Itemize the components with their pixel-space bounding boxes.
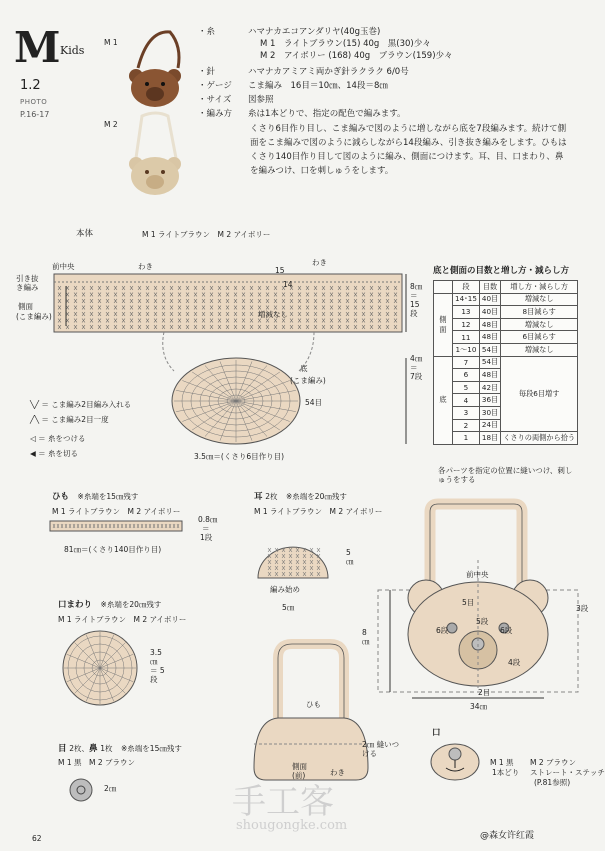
bottom-group: 底 [434,356,453,444]
table-cell: 増減なし [501,343,578,356]
assembly-note: 各パーツを指定の位置に縫いつけ、刺しゅうをする [438,466,573,484]
table-cell: 24目 [479,419,500,432]
strap-title: ひも ※糸端を15㎝残す [52,492,139,502]
mouth-detail-m1: M 1 黒 [490,758,514,767]
side-label: 側面 [18,302,33,311]
spec-hook: ・針 ハマナカアミアミ両かぎ針ラクラク 6/0号 [198,67,409,77]
table-cell: 30目 [479,406,500,419]
table-cell: 48目 [479,331,500,344]
bottom-stitch-count: 54目 [305,398,323,407]
bag-front-label: 側面 (前) [292,762,307,780]
spec-gauge: ・ゲージ こま編み 16目＝10㎝、14段＝8㎝ [198,81,388,91]
ear-height: 5㎝ [346,548,354,566]
inc-symbol-icon: ╲╱ [30,400,40,409]
page-number: 62 [32,834,42,843]
col-stitches: 目数 [479,281,500,294]
legend-inc: ╲╱ ＝ こま編み2目編み入れる [30,400,132,409]
asm-3-rows: 3段 [576,604,589,613]
spec-method: ・編み方 糸は1本どりで、指定の配色で編みます。 [198,109,406,119]
table-cell: 18目 [479,432,500,445]
table-cell: 増減なし [501,293,578,306]
body-title: 本体 [76,229,94,239]
table-cell: くさりの両側から拾う [501,432,578,445]
legend-join: ◁ ＝ 糸をつける [30,434,86,443]
spec-size: ・サイズ 図参照 [198,95,274,105]
body-chart [14,256,434,476]
asm-6-rows-right: 6段 [500,626,513,635]
join-yarn-icon: ◁ [30,434,36,443]
kids-label: Kids [60,44,85,57]
asm-5-rows: 5段 [476,617,489,626]
table-cell: 1 [453,432,480,445]
asm-4-rows: 4段 [508,658,521,667]
asm-front-center: 前中央 [466,570,489,579]
m2-label: M 2 [104,120,118,129]
ear-diagram [254,528,334,588]
side-label-1: わき [138,262,153,271]
col-row: 段 [453,281,480,294]
table-cell: 48目 [479,369,500,382]
legend-cut: ◀ ＝ 糸を切る [30,449,79,458]
table-cell: 7 [453,356,480,369]
count-table-title: 底と側面の目数と増し方・減らし方 [433,266,570,276]
pattern-letter: M [14,23,61,72]
ear-start: 編み始め [270,585,300,594]
bottom-label: 底 [300,364,308,373]
strap-diagram [48,518,188,534]
table-cell: 36目 [479,394,500,407]
row-14-label: 14 [283,280,293,289]
cut-yarn-icon: ◀ [30,449,36,458]
side-label-2: わき [312,258,327,267]
front-center-label: 前中央 [52,262,75,271]
mouth-detail-stitch: ストレート・ステッチ [530,768,605,777]
table-cell: 3 [453,406,480,419]
mouth-colors: M 1 ライトブラウン M 2 アイボリー [58,615,187,624]
table-cell: 40目 [479,306,500,319]
row-15-label: 15 [275,266,285,275]
ear-colors: M 1 ライトブラウン M 2 アイボリー [254,507,383,516]
ear-title: 耳 2枚 ※糸端を20㎝残す [254,492,347,502]
bag-side-label: わき [330,768,345,777]
table-cell: 6 [453,369,480,382]
asm-height: 8㎝ [362,628,370,646]
eye-colors: M 1 黒 M 2 ブラウン [58,758,136,767]
strap-colors: M 1 ライトブラウン M 2 アイボリー [52,507,181,516]
mouth-detail-diagram [428,742,482,782]
table-cell: 40目 [479,293,500,306]
bottom-dimension: 4㎝ ＝ 7段 [410,354,423,381]
side-sub-label: (こま編み) [16,312,52,321]
table-cell: 54目 [479,343,500,356]
mouth-detail-m2: M 2 ブラウン [530,758,577,767]
table-cell: 14･15 [453,293,480,306]
spec-yarn-m1: M 1 ライトブラウン(15) 40g 黒(30)少々 [260,39,431,49]
increase-none-label: 増減なし [258,310,288,319]
bear-bag-m2-photo [118,108,196,198]
mouth-dimension: 3.5㎝ ＝ 5段 [150,648,165,684]
bear-bag-m1-photo [118,28,196,108]
table-cell: 6目減らす [501,331,578,344]
side-group: 側面 [434,293,453,356]
mouth-title: 口まわり ※糸端を20㎝残す [58,600,162,610]
table-cell: 13 [453,306,480,319]
table-cell: 4 [453,394,480,407]
table-cell: 54目 [479,356,500,369]
asm-6-rows-left: 6段 [436,626,449,635]
watermark-weibo: @森女许红霞 [480,831,535,841]
eye-title: 目 2枚、鼻 1枚 ※糸端を15㎝残す [58,744,182,754]
spec-method-desc: くさり6目作り目し、こま編みで図のように増しながら底を7段編みます。続けて側面をこま編みで図のように減らしながら14段編み、引き抜き編みをします。ひもはくさり140目作り目して図のように編み、側面につけます。耳、目、口まわり、鼻を編みつけ、口を刺しゅうをします。 [250,124,567,176]
strap-chain: 81㎝＝(くさり140目作り目) [64,545,162,554]
bag-strap-label: ひも [306,700,321,709]
table-cell: 11 [453,331,480,344]
bag-sew-note: 2㎝ 縫いつける [362,740,400,758]
strap-eq: ＝ [202,524,210,533]
count-table [433,280,578,445]
spec-yarn: ・糸 ハマナカエコアンダリヤ(40g玉巻) [198,27,381,37]
mouth-detail-ref: (P.81参照) [534,778,571,787]
side-dimension: 8㎝ ＝ 15段 [410,282,423,318]
spec-yarn-m2: M 2 アイボリー (168) 40g ブラウン(159)少々 [260,51,453,61]
table-cell: 増減なし [501,318,578,331]
table-cell: 8目減らす [501,306,578,319]
bottom-sub-label: (こま編み) [290,376,326,385]
eye-diagram [66,775,96,805]
mouth-detail-title: 口 [432,728,441,738]
col-method: 増し方・減らし方 [501,281,578,294]
asm-2-stitches: 2目 [478,688,491,697]
photo-pages: P.16-17 [20,110,50,119]
mouth-diagram [60,628,140,708]
table-cell: 48目 [479,318,500,331]
photo-label: PHOTO [20,98,48,106]
strap-width: 0.8㎝ [198,515,218,524]
dec-symbol-icon: ╱╲ [30,415,40,424]
table-cell: 1〜10 [453,343,480,356]
body-colors: M 1 ライトブラウン M 2 アイボリー [142,230,271,239]
table-cell: 12 [453,318,480,331]
table-cell: 毎段6目増す [501,356,578,432]
assembly-diagram [372,494,588,708]
strap-rows: 1段 [200,533,213,542]
chain-start-label: 3.5㎝＝(くさり6目作り目) [194,452,285,461]
asm-5-stitches: 5目 [462,598,475,607]
m1-label: M 1 [104,38,118,47]
ear-width: 5㎝ [282,603,295,612]
slip-stitch-label: 引き抜き編み [16,274,39,292]
table-cell: 5 [453,381,480,394]
eye-dimension: 2㎝ [104,784,117,793]
asm-width: 34㎝ [470,702,488,711]
legend-dec: ╱╲ ＝ こま編み2目一度 [30,415,109,424]
pattern-number: 1.2 [20,78,41,93]
watermark-url: shougongke.com [236,818,348,833]
mouth-detail-m1b: 1本どり [492,768,520,777]
table-cell: 42目 [479,381,500,394]
watermark-cn: 手工客 [232,782,334,822]
table-cell: 2 [453,419,480,432]
